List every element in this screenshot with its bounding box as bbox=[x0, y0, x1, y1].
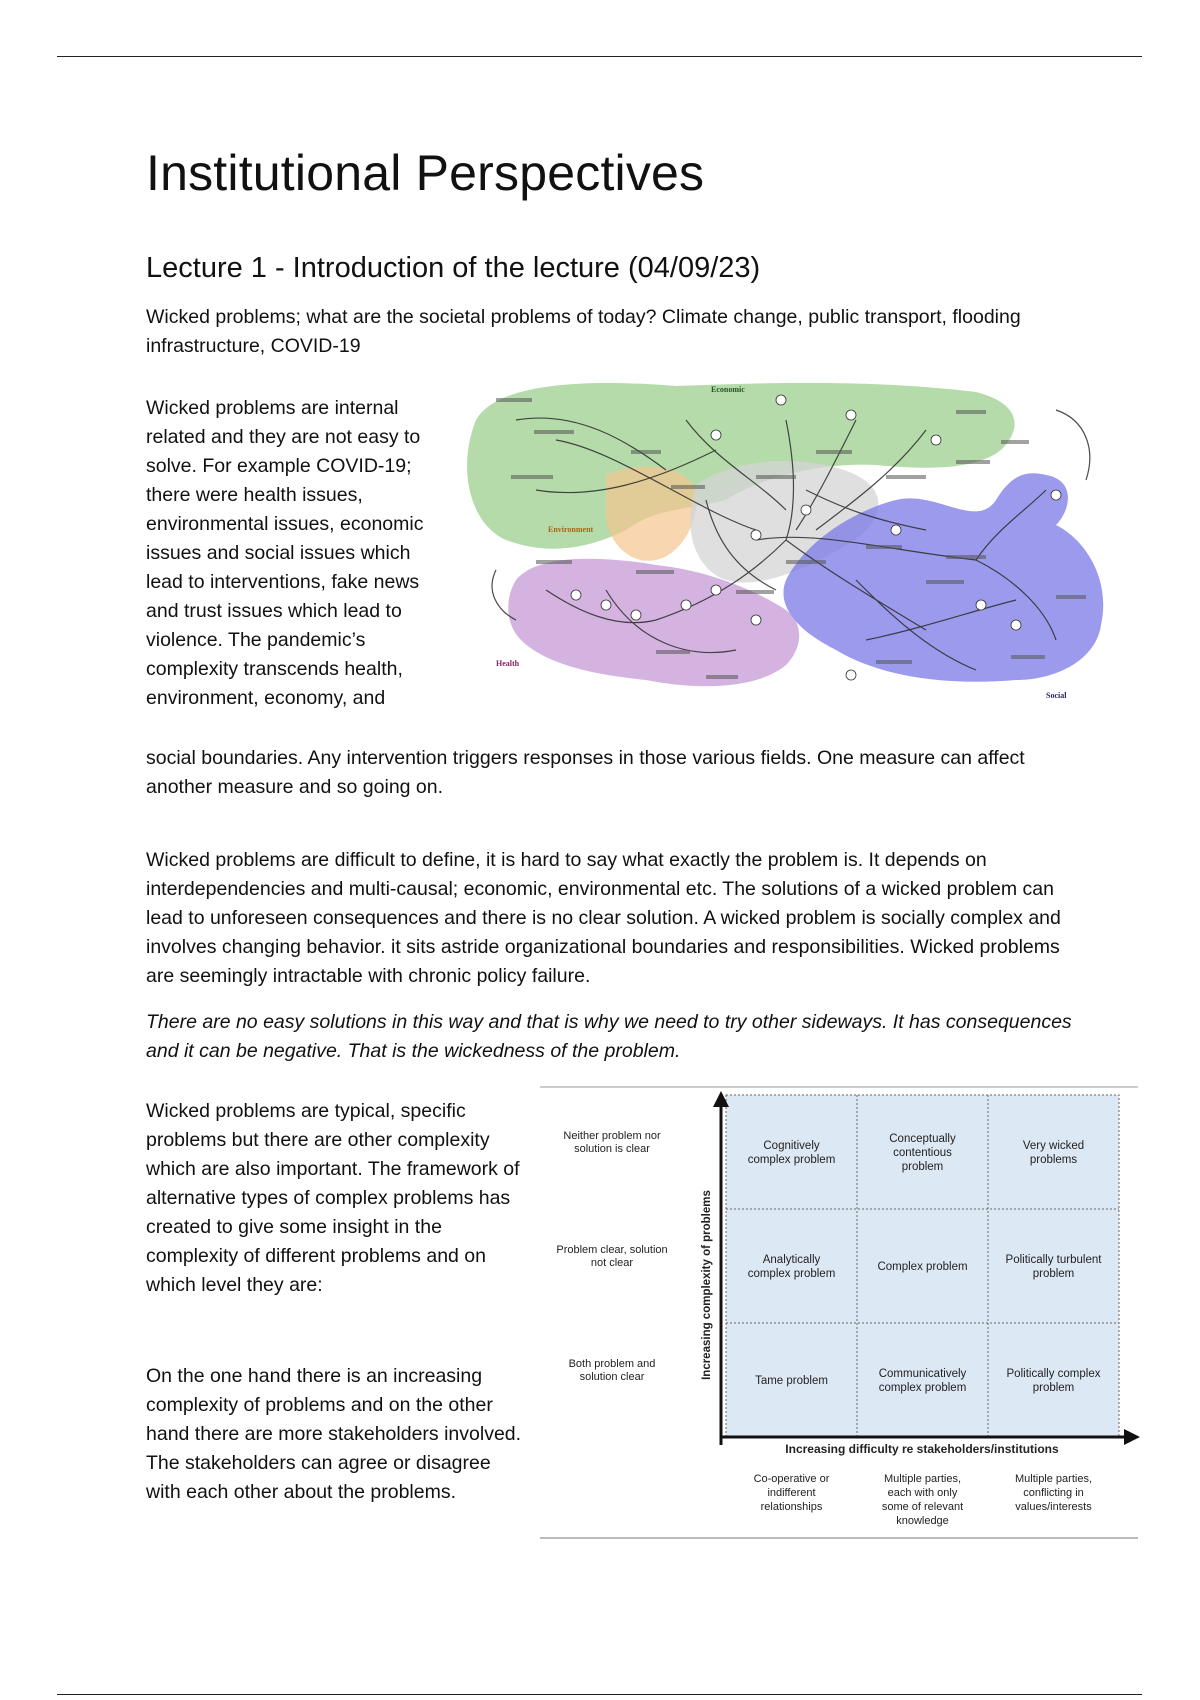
lecture-heading: Lecture 1 - Introduction of the lecture (04/09/23) bbox=[146, 252, 761, 284]
covid-paragraph-continued: social boundaries. Any intervention triggers responses in those various fields. One measure can affect another measure and so going on. bbox=[146, 747, 1025, 798]
matrix-row-label: Problem clear, solution not clear bbox=[556, 1244, 668, 1269]
health-label: Health bbox=[496, 659, 520, 668]
matrix-cell: Cognitively complex problem bbox=[747, 1140, 836, 1166]
y-axis-label: Increasing complexity of problems bbox=[701, 1190, 713, 1380]
matrix-cell: Communicatively complex problem bbox=[878, 1368, 967, 1394]
environment-region bbox=[606, 467, 697, 561]
x-axis-arrow bbox=[1124, 1429, 1140, 1445]
matrix-column-label: Multiple parties, conflicting in values/interests bbox=[1014, 1473, 1093, 1513]
intro-paragraph: Wicked problems; what are the societal problems of today? Climate change, public transport, flooding infrastructure, COVID-19 bbox=[146, 306, 1021, 357]
matrix-column-label: Co-operative or indifferent relationships bbox=[753, 1473, 830, 1513]
matrix-cell: Politically complex problem bbox=[1006, 1368, 1101, 1394]
framework-paragraph: Wicked problems are typical, specific problems but there are other complexity which are also important. The framework of alternative types of complex problems has created to give some insight in the complexity of different problems and on which level they are: bbox=[146, 1100, 520, 1296]
covid-paragraph: Wicked problems are internal related and they are not easy to solve. For example COVID-19; there were health issues, environmental issues, economic issues and social issues which lead to interventions, fake news and trust issues which lead to violence. The pandemic’s complexity transcends health, environment, economy, and bbox=[146, 397, 424, 709]
x-axis-label: Increasing difficulty re stakeholders/institutions bbox=[785, 1442, 1059, 1456]
social-label: Social bbox=[1046, 691, 1067, 700]
matrix-cell: Tame problem bbox=[755, 1375, 828, 1387]
matrix-cell: Conceptually contentious problem bbox=[889, 1133, 956, 1173]
matrix-row-label: Both problem and solution clear bbox=[568, 1358, 656, 1383]
complexity-framework-matrix bbox=[540, 1085, 1140, 1540]
definition-paragraph: Wicked problems are difficult to define, it is hard to say what exactly the problem is. It depends on interdependencies and multi-causal; economic, environmental etc. The solutions of a wicked problem can lead to unforeseen consequences and there is no clear solution. A wicked problem is socially complex and involves changing behavior. it sits astride organizational boundaries and responsibilities. Wicked problems are seemingly intractable with chronic policy failure. bbox=[146, 849, 1061, 987]
matrix-cell: Politically turbulent problem bbox=[1005, 1254, 1102, 1280]
matrix-row-label: Neither problem nor solution is clear bbox=[563, 1130, 661, 1155]
top-rule bbox=[57, 56, 1142, 57]
matrix-cell: Complex problem bbox=[877, 1261, 968, 1273]
matrix-cell: Analytically complex problem bbox=[747, 1254, 836, 1280]
bottom-rule bbox=[57, 1694, 1142, 1695]
economic-label: Economic bbox=[711, 385, 745, 394]
stakeholders-paragraph: On the one hand there is an increasing complexity of problems and on the other hand there are more stakeholders involved. The stakeholders can agree or disagree with each other about the problems. bbox=[146, 1365, 522, 1503]
matrix-cell: Very wicked problems bbox=[1022, 1140, 1085, 1166]
page-title: Institutional Perspectives bbox=[146, 145, 705, 201]
matrix-column-label: Multiple parties, each with only some of relevant knowledge bbox=[881, 1473, 964, 1527]
causal-loop-diagram bbox=[456, 380, 1126, 720]
environment-label: Environment bbox=[548, 525, 594, 534]
italic-note: There are no easy solutions in this way and that is why we need to try other sideways. It has consequences and it can be negative. That is the wickedness of the problem. bbox=[146, 1011, 1072, 1062]
